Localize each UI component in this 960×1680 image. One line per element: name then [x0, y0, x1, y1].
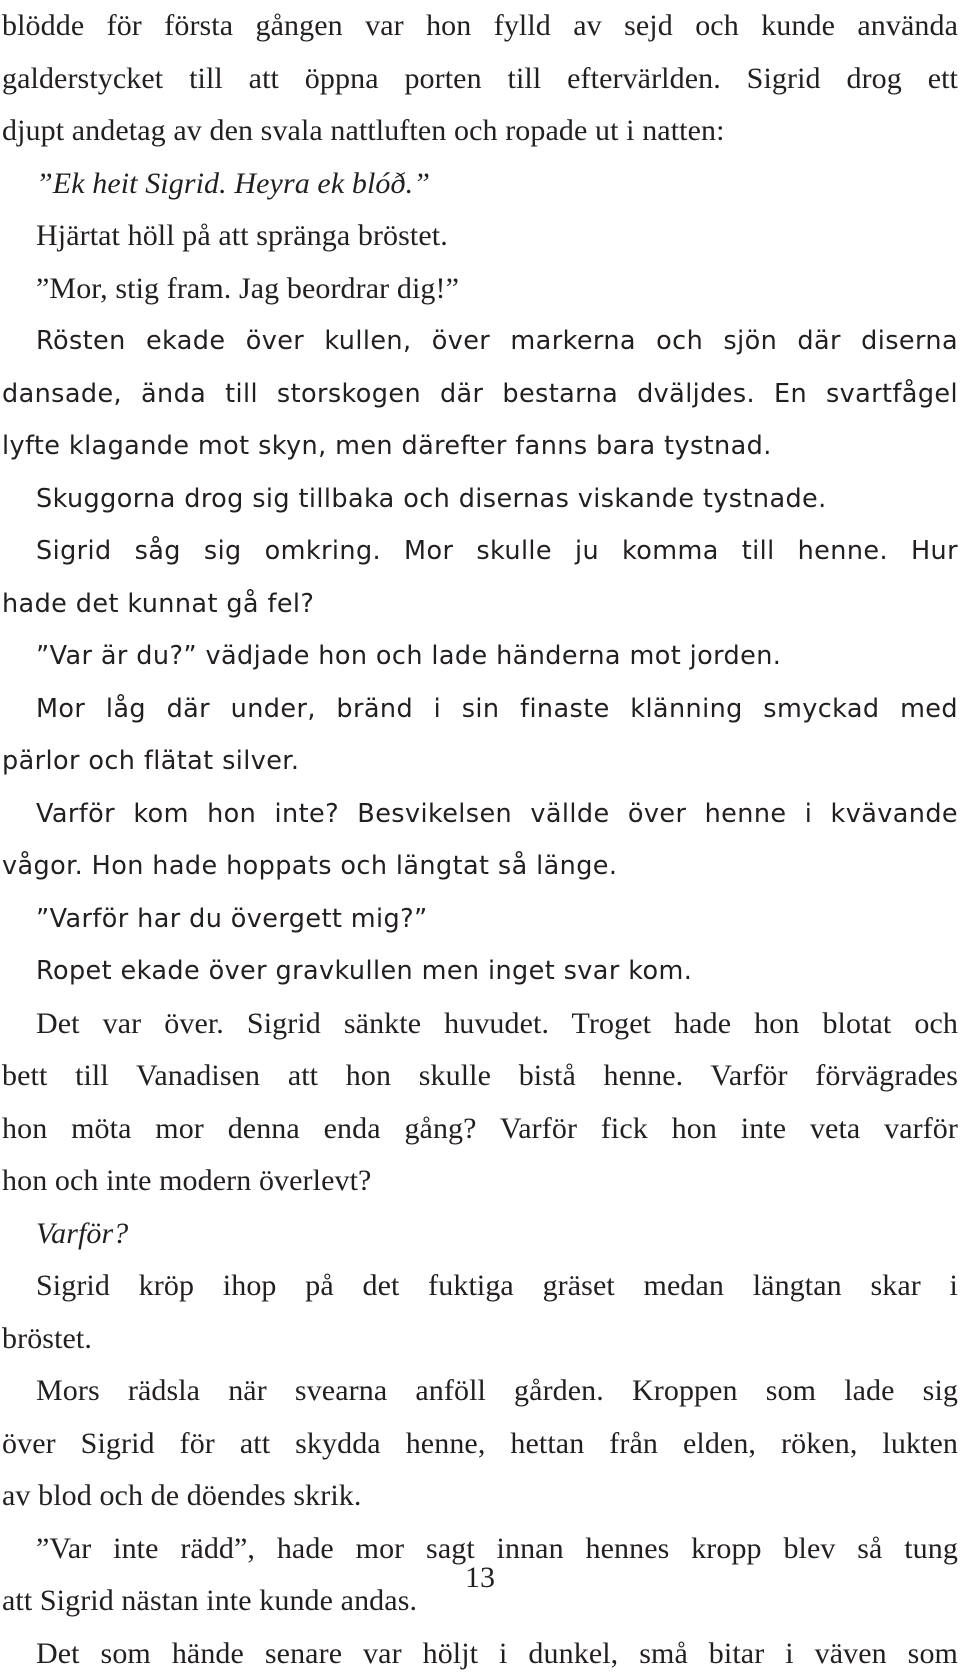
- text-line: galderstycket till att öppna porten till eftervärlden. Sigrid drog ett: [2, 53, 958, 106]
- text-line: ”Mor, stig fram. Jag beordrar dig!”: [2, 263, 958, 316]
- text-line: Det som hände senare var höljt i dunkel, små bitar i väven som: [2, 1628, 958, 1680]
- text-line: Mor låg där under, bränd i sin finaste klänning smyckad med: [2, 683, 958, 736]
- text-line: Skuggorna drog sig tillbaka och disernas viskande tystnade.: [2, 473, 958, 526]
- text-line: Varför kom hon inte? Besvikelsen vällde över henne i kvävande: [2, 788, 958, 841]
- text-line: pärlor och flätat silver.: [2, 735, 958, 788]
- text-line: ”Var är du?” vädjade hon och lade händerna mot jorden.: [2, 630, 958, 683]
- text-line: Ropet ekade över gravkullen men inget svar kom.: [2, 945, 958, 998]
- text-line: ”Varför har du övergett mig?”: [2, 893, 958, 946]
- text-line: ”Var inte rädd”, hade mor sagt innan hennes kropp blev så tung: [2, 1523, 958, 1576]
- text-line: Sigrid kröp ihop på det fuktiga gräset medan längtan skar i: [2, 1260, 958, 1313]
- text-line: över Sigrid för att skydda henne, hettan från elden, röken, lukten: [2, 1418, 958, 1471]
- text-line: dansade, ända till storskogen där bestarna dväljdes. En svartfågel: [2, 368, 958, 421]
- text-line: ”Ek heit Sigrid. Heyra ek blóð.”: [2, 158, 958, 211]
- text-line: djupt andetag av den svala nattluften och ropade ut i natten:: [2, 105, 958, 158]
- text-line: Mors rädsla när svearna anföll gården. Kroppen som lade sig: [2, 1365, 958, 1418]
- text-line: lyfte klagande mot skyn, men därefter fanns bara tystnad.: [2, 420, 958, 473]
- text-line: av blod och de döendes skrik.: [2, 1470, 958, 1523]
- text-line: blödde för första gången var hon fylld av sejd och kunde använda: [2, 0, 958, 53]
- text-line: vågor. Hon hade hoppats och längtat så länge.: [2, 840, 958, 893]
- text-line: hon och inte modern överlevt?: [2, 1155, 958, 1208]
- page-number: 13: [0, 1558, 960, 1598]
- text-line: hade det kunnat gå fel?: [2, 578, 958, 631]
- text-line: bett till Vanadisen att hon skulle bistå henne. Varför förvägrades: [2, 1050, 958, 1103]
- text-line: Rösten ekade över kullen, över markerna och sjön där diserna: [2, 315, 958, 368]
- text-line: hon möta mor denna enda gång? Varför fick hon inte veta varför: [2, 1103, 958, 1156]
- text-line: Det var över. Sigrid sänkte huvudet. Troget hade hon blotat och: [2, 998, 958, 1051]
- text-line: Varför?: [2, 1208, 958, 1261]
- body-text: [2, 0, 958, 1680]
- text-line: att Sigrid nästan inte kunde andas.: [2, 1575, 958, 1628]
- text-line: Sigrid såg sig omkring. Mor skulle ju komma till henne. Hur: [2, 525, 958, 578]
- text-line: Hjärtat höll på att spränga bröstet.: [2, 210, 958, 263]
- text-line: bröstet.: [2, 1313, 958, 1366]
